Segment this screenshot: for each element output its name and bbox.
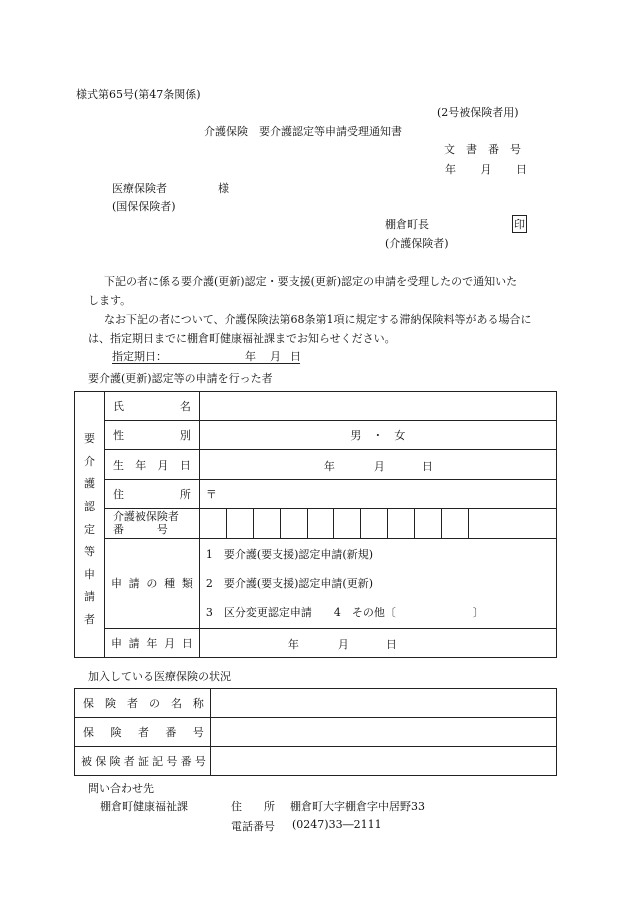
- contact-department: 棚倉町健康福祉課: [100, 800, 188, 813]
- insured-number-digit[interactable]: [415, 508, 442, 538]
- seal-mark: 印: [512, 215, 527, 233]
- contact-phone: (0247)33―2111: [292, 818, 382, 831]
- address-field[interactable]: 〒: [199, 479, 556, 508]
- medical-section-heading: 加入している医療保険の状況: [88, 670, 231, 683]
- sex-label: 性 別: [104, 421, 199, 450]
- insurer-name-label: 保 険 者 の 名 称: [75, 689, 211, 718]
- insured-number-digit[interactable]: [442, 508, 469, 538]
- medical-insurance-table: [74, 688, 557, 776]
- insurer-number-field[interactable]: [210, 718, 556, 747]
- body-para2-line2: は、指定期日までに棚倉町健康福祉課までお知らせください。: [88, 332, 396, 345]
- insured-number-digit[interactable]: [388, 508, 415, 538]
- insurer-name-field[interactable]: [210, 689, 556, 718]
- contact-address: 棚倉町大字棚倉字中居野33: [290, 800, 425, 813]
- insurer-number-label: 保 険 者 番 号: [75, 718, 211, 747]
- application-type-label: 申 請 の 種 類: [104, 539, 199, 629]
- birth-date-field[interactable]: 年 月 日: [199, 450, 556, 479]
- option-new[interactable]: 1 要介護(要支援)認定申請(新規): [205, 547, 374, 561]
- insured-card-field[interactable]: [210, 747, 556, 776]
- option-renewal[interactable]: 2 要介護(要支援)認定申請(更新): [205, 576, 374, 590]
- insured-number-digit[interactable]: [334, 508, 361, 538]
- form-number: 様式第65号(第47条関係): [76, 88, 201, 101]
- deadline: 指定期日： 年 月 日: [112, 350, 301, 363]
- insured-number-digit[interactable]: [307, 508, 334, 538]
- body-para1-line1: 下記の者に係る要介護(更新)認定・要支援(更新)認定の申請を受理したので通知いた: [104, 275, 518, 288]
- birth-date-label: 生 年 月 日: [104, 450, 199, 479]
- insured-number-digit[interactable]: [199, 508, 226, 538]
- name-label: 氏 名: [104, 392, 199, 421]
- recipient-name: 医療保険者: [112, 182, 167, 195]
- insured-number-digit[interactable]: [361, 508, 388, 538]
- insured-number-label: 介護被保険者 番 号: [104, 508, 199, 538]
- insured-number-digit[interactable]: [253, 508, 280, 538]
- body-para2-line1: なお下記の者について、介護保険法第68条第1項に規定する滞納保険料等がある場合に: [104, 313, 532, 326]
- recipient-honorific: 様: [218, 182, 229, 195]
- body-para1-line2: します。: [88, 294, 132, 307]
- applicant-side-label: 要 介 護 認 定 等 申 請 者: [75, 392, 105, 658]
- application-date-label: 申 請 年 月 日: [104, 628, 199, 657]
- applicant-section-heading: 要介護(更新)認定等の申請を行った者: [88, 372, 273, 385]
- recipient-sub: (国保保険者): [112, 200, 176, 213]
- contact-address-label: 住 所: [231, 800, 275, 813]
- contact-phone-label: 電話番号: [231, 820, 275, 833]
- issue-date: 年 月 日: [445, 163, 527, 176]
- applicant-table: [74, 391, 557, 658]
- insured-number-digit[interactable]: [226, 508, 253, 538]
- sex-field[interactable]: 男 ・ 女: [199, 421, 556, 450]
- name-field[interactable]: [199, 392, 556, 421]
- insured-card-label: 被 保 険 者 証 記 号 番 号: [75, 747, 211, 776]
- application-type-options: [199, 539, 556, 629]
- contact-heading: 問い合わせ先: [88, 782, 154, 795]
- sender-sub: (介護保険者): [385, 237, 449, 250]
- insured-number-digit[interactable]: [280, 508, 307, 538]
- application-date-field[interactable]: 年 月 日: [199, 628, 556, 657]
- address-label: 住 所: [104, 479, 199, 508]
- document-number-label: 文 書 番 号: [444, 143, 521, 156]
- sender-name: 棚倉町長: [385, 218, 429, 231]
- insured-number-extra[interactable]: [469, 508, 557, 538]
- insurer-type: (2号被保険者用): [437, 106, 519, 119]
- option-change-other[interactable]: 3 区分変更認定申請 4 その他〔 〕: [205, 605, 484, 619]
- page-title: 介護保険 要介護認定等申請受理通知書: [204, 125, 402, 138]
